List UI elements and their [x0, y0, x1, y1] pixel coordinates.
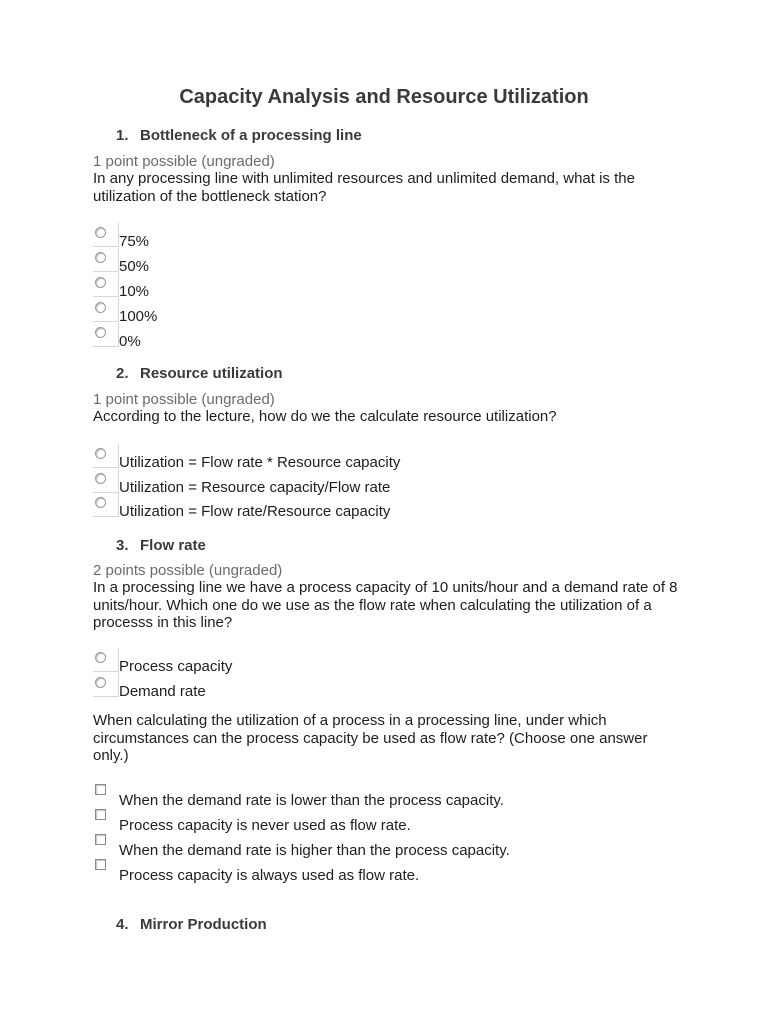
- question-3-number: 3.: [116, 537, 129, 554]
- q3-option-process-capacity[interactable]: [93, 658, 653, 682]
- question-1-title: Bottleneck of a processing line: [140, 127, 362, 144]
- radio-button[interactable]: [95, 473, 106, 484]
- q1-option-100[interactable]: [93, 308, 653, 332]
- checkbox-label: When the demand rate is higher than the process capacity.: [119, 842, 510, 859]
- q3-checkbox-2[interactable]: [93, 817, 653, 841]
- q1-option-50[interactable]: [93, 258, 653, 282]
- radio-button[interactable]: [95, 677, 106, 688]
- radio-button[interactable]: [95, 327, 106, 338]
- checkbox-label: Process capacity is never used as flow rate.: [119, 817, 411, 834]
- radio-button[interactable]: [95, 652, 106, 663]
- page-title: Capacity Analysis and Resource Utilization: [179, 86, 589, 108]
- radio-button[interactable]: [95, 227, 106, 238]
- option-label: 10%: [119, 283, 150, 300]
- checkbox[interactable]: [95, 834, 106, 845]
- q1-option-10[interactable]: [93, 283, 653, 307]
- question-2-prompt: According to the lecture, how do we the calculate resource utilization?: [93, 408, 557, 425]
- question-2-heading: [116, 365, 283, 382]
- q2-option-1[interactable]: [93, 454, 653, 478]
- question-4-title: Mirror Production: [140, 916, 267, 933]
- question-3-title: Flow rate: [140, 537, 206, 554]
- option-label: Utilization = Resource capacity/Flow rate: [119, 479, 391, 496]
- radio-button[interactable]: [95, 448, 106, 459]
- question-3-heading: [116, 537, 206, 554]
- option-label: Utilization = Flow rate/Resource capacity: [119, 503, 391, 520]
- q3-option-demand-rate[interactable]: [93, 683, 653, 707]
- question-1-heading: [116, 127, 362, 144]
- q3-checkbox-3[interactable]: [93, 842, 653, 866]
- question-1-points: 1 point possible (ungraded): [93, 153, 275, 170]
- q3-checkbox-1[interactable]: [93, 792, 653, 816]
- option-label: Utilization = Flow rate * Resource capacity: [119, 454, 401, 471]
- option-label: 50%: [119, 258, 150, 275]
- question-3-prompt: In a processing line we have a process capacity of 10 units/hour and a demand rate of 8 units/hour. Which one do we use as the flow rate when calculating the utilization of a processs in this line?: [93, 579, 678, 631]
- q2-option-2[interactable]: [93, 479, 653, 503]
- question-3-points: 2 points possible (ungraded): [93, 562, 283, 579]
- checkbox[interactable]: [95, 784, 106, 795]
- radio-button[interactable]: [95, 252, 106, 263]
- question-1-number: 1.: [116, 127, 129, 144]
- checkbox[interactable]: [95, 859, 106, 870]
- checkbox-label: When the demand rate is lower than the process capacity.: [119, 792, 504, 809]
- q3-checkbox-4[interactable]: [93, 867, 653, 891]
- question-4-number: 4.: [116, 916, 129, 933]
- question-2-title: Resource utilization: [140, 365, 283, 382]
- checkbox[interactable]: [95, 809, 106, 820]
- option-label: 100%: [119, 308, 158, 325]
- radio-button[interactable]: [95, 302, 106, 313]
- question-2-number: 2.: [116, 365, 129, 382]
- option-label: Process capacity: [119, 658, 233, 675]
- radio-button[interactable]: [95, 277, 106, 288]
- q2-option-3[interactable]: [93, 503, 653, 527]
- option-label: 0%: [119, 333, 141, 350]
- radio-button[interactable]: [95, 497, 106, 508]
- q1-option-75[interactable]: [93, 233, 653, 257]
- question-3-prompt-2: When calculating the utilization of a process in a processing line, under which circumstances can the process capacity be used as flow rate? (Choose one answer only.): [93, 712, 648, 764]
- checkbox-label: Process capacity is always used as flow rate.: [119, 867, 420, 884]
- option-label: 75%: [119, 233, 150, 250]
- option-label: Demand rate: [119, 683, 206, 700]
- question-4-heading: [116, 916, 267, 933]
- question-2-points: 1 point possible (ungraded): [93, 391, 275, 408]
- question-1-prompt: In any processing line with unlimited resources and unlimited demand, what is the utilization of the bottleneck station?: [93, 170, 635, 205]
- q1-option-0[interactable]: [93, 333, 653, 357]
